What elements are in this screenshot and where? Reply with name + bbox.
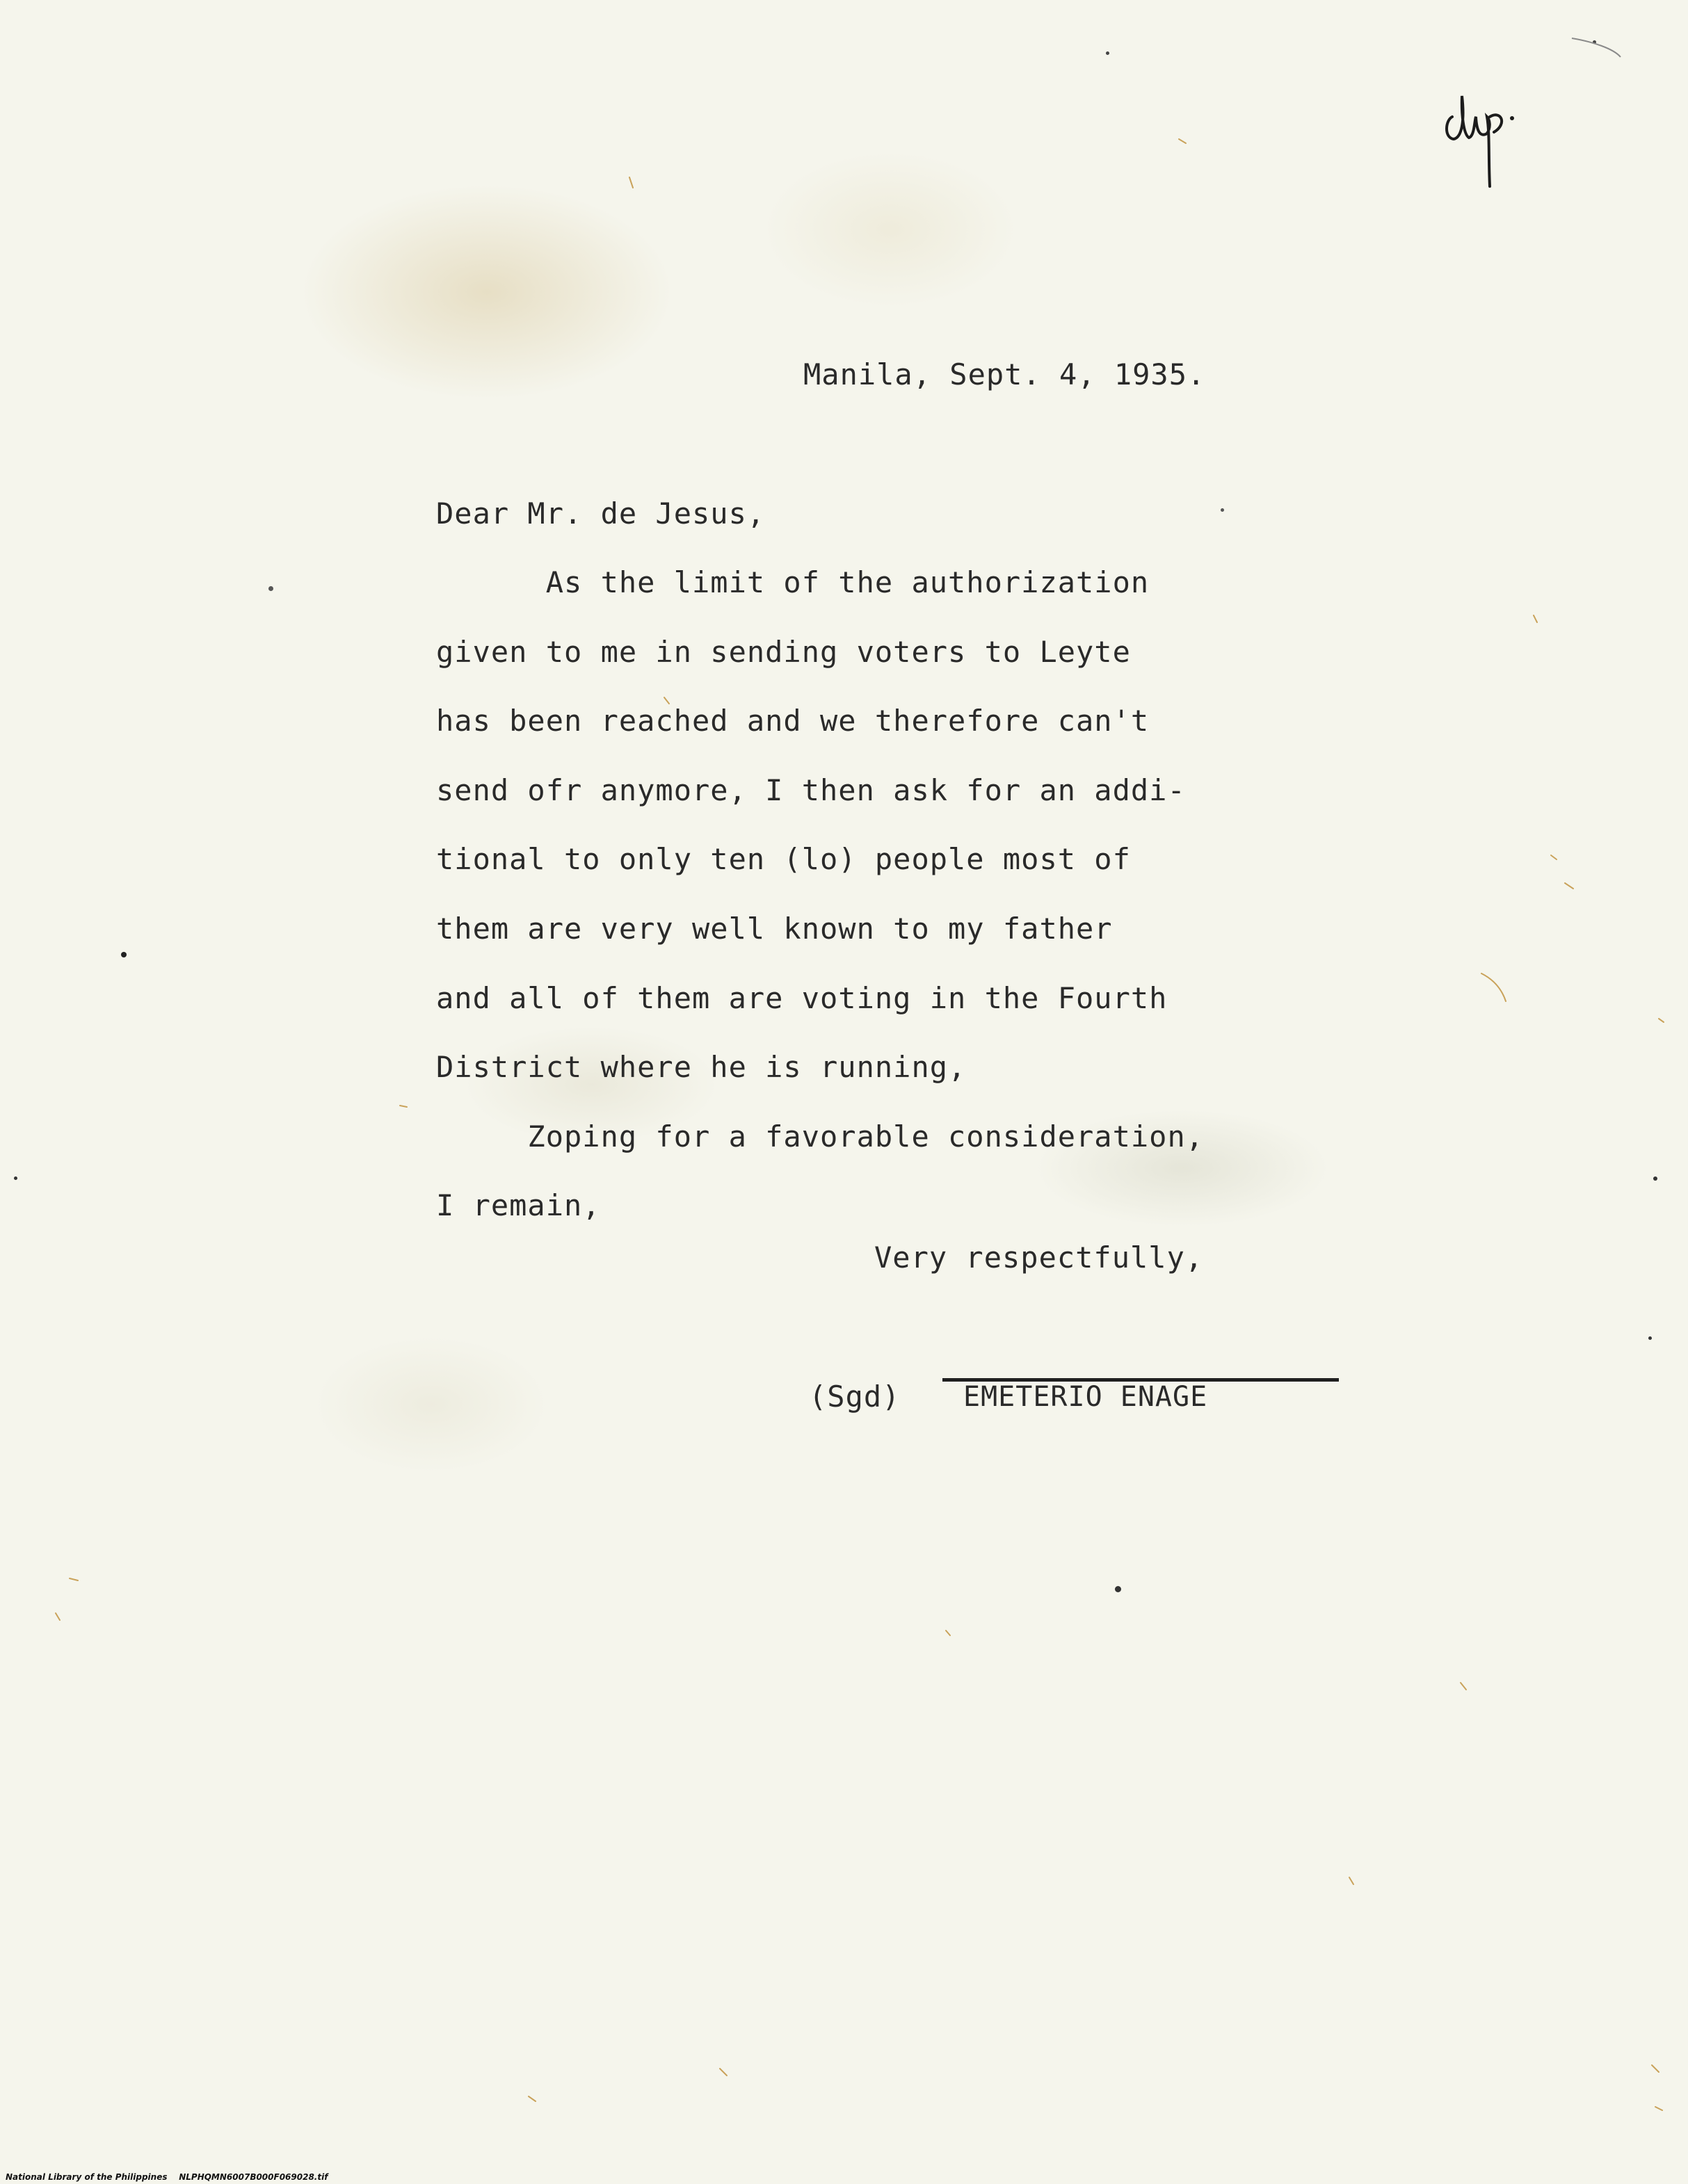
archive-footer (6, 2172, 328, 2182)
body-line: As the limit of the authorization (436, 565, 1150, 599)
body-line: given to me in sending voters to Leyte (436, 635, 1131, 669)
body-line: has been reached and we therefore can't (436, 704, 1150, 738)
signature-prefix: (Sgd) (809, 1380, 901, 1414)
closing: Very respectfully, (874, 1240, 1204, 1275)
body-line: Zoping for a favorable consideration, (436, 1119, 1205, 1154)
dateline: Manila, Sept. 4, 1935. (803, 357, 1206, 391)
archive-label: National Library of the Philippines (6, 2172, 168, 2182)
body-line: I remain, (436, 1188, 601, 1222)
body-line: and all of them are voting in the Fourth (436, 981, 1168, 1015)
archive-file-id: NLPHQMN6007B000F069028.tif (179, 2172, 328, 2182)
body-line: District where he is running, (436, 1050, 967, 1084)
body-line: them are very well known to my father (436, 912, 1113, 946)
body-line: tional to only ten (lo) people most of (436, 842, 1131, 876)
signature-name: EMETERIO ENAGE (963, 1381, 1208, 1413)
salutation: Dear Mr. de Jesus, (436, 496, 766, 531)
body-line: send ofr anymore, I then ask for an addi- (436, 773, 1186, 807)
